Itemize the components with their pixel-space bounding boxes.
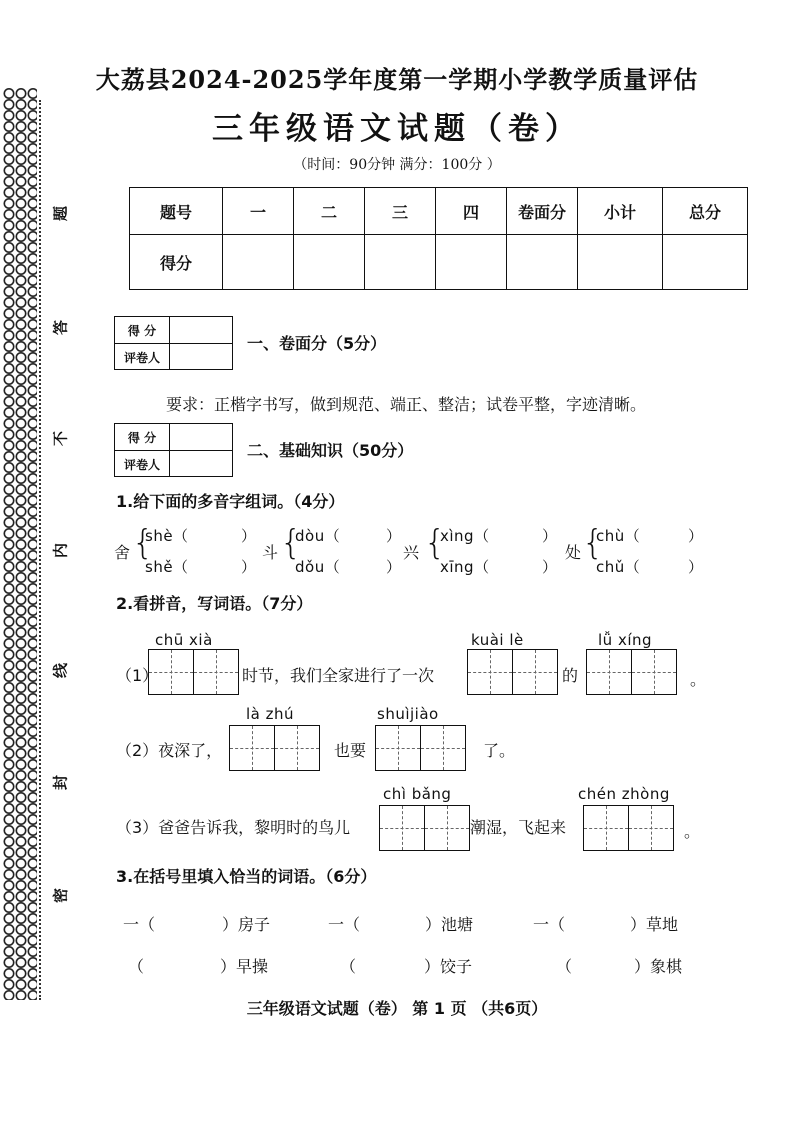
- writing-grid[interactable]: [583, 805, 674, 851]
- pinyin-hint: lǚ xíng: [598, 631, 653, 649]
- binding-dotted-line: [39, 100, 41, 1000]
- polyphone-reading: chǔ（: [596, 558, 641, 576]
- fill-paren-open: （: [128, 957, 145, 976]
- pinyin-hint: chū xià: [155, 631, 213, 649]
- score-header-cell: 四: [436, 188, 507, 235]
- margin-char: 线: [51, 663, 70, 679]
- sentence1-number: （1）: [116, 666, 159, 685]
- pinyin-hint: là zhú: [246, 705, 295, 723]
- brace-glyph: {: [424, 523, 446, 563]
- score-header-cell: 三: [365, 188, 436, 235]
- sentence1-text: 时节，我们全家进行了一次: [242, 666, 435, 685]
- sentence3-text: （3）爸爸告诉我，黎明时的鸟儿: [116, 818, 351, 837]
- grade-box-section2: [114, 423, 233, 477]
- section1-heading: 一、卷面分（5分）: [247, 334, 387, 353]
- section2-heading: 二、基础知识（50分）: [247, 441, 414, 460]
- writing-grid[interactable]: [379, 805, 470, 851]
- grade-grader-label: 评卷人: [115, 344, 170, 370]
- margin-char: 答: [51, 320, 70, 336]
- page-footer: 三年级语文试题（卷） 第 1 页 （共6页）: [246, 999, 548, 1018]
- margin-char: 内: [51, 543, 70, 559]
- exam-header-line: 大荔县2024-2025学年度第一学期小学教学质量评估: [95, 65, 699, 94]
- fill-paren-open: 一（: [533, 915, 566, 934]
- paren-close: ）: [241, 527, 257, 545]
- question3-title: 3.在括号里填入恰当的词语。（6分）: [116, 867, 377, 886]
- fill-word: ）草地: [630, 915, 679, 934]
- writing-grid[interactable]: [467, 649, 558, 695]
- paren-close: ）: [688, 527, 704, 545]
- polyphone-char: 舍: [114, 543, 131, 562]
- grade-grader-label: 评卷人: [115, 451, 170, 477]
- polyphone-reading: xīng（: [440, 558, 490, 576]
- grade-grader-blank[interactable]: [170, 451, 232, 477]
- pinyin-hint: kuài lè: [471, 631, 524, 649]
- sentence2-text: 也要: [334, 741, 367, 760]
- paren-close: ）: [386, 558, 402, 576]
- pinyin-hint: chì bǎng: [383, 785, 452, 803]
- grade-box-section1: [114, 316, 233, 370]
- paren-close: ）: [241, 558, 257, 576]
- writing-grid[interactable]: [375, 725, 466, 771]
- score-header-cell: 二: [294, 188, 365, 235]
- writing-grid[interactable]: [148, 649, 239, 695]
- grade-grader-blank[interactable]: [170, 344, 232, 370]
- polyphone-reading: chù（: [596, 527, 641, 545]
- margin-char: 封: [51, 775, 70, 791]
- writing-grid[interactable]: [229, 725, 320, 771]
- sentence2-end: 了。: [483, 741, 516, 760]
- paren-close: ）: [542, 527, 558, 545]
- score-blank-cell[interactable]: [578, 235, 663, 290]
- polyphone-reading: dǒu（: [295, 558, 341, 576]
- grade-score-blank[interactable]: [170, 317, 232, 343]
- score-header-cell: 卷面分: [507, 188, 578, 235]
- polyphone-reading: shè（: [145, 527, 189, 545]
- polyphone-char: 斗: [262, 543, 279, 562]
- brace-glyph: {: [582, 523, 604, 563]
- score-blank-cell[interactable]: [223, 235, 294, 290]
- brace-glyph: {: [280, 523, 302, 563]
- sentence1-text: 的: [562, 666, 579, 685]
- brace-glyph: {: [132, 523, 154, 563]
- paren-close: ）: [688, 558, 704, 576]
- pinyin-hint: shuìjiào: [377, 705, 439, 723]
- section1-requirement: 要求：正楷字书写，做到规范、端正、整洁；试卷平整，字迹清晰。: [166, 395, 647, 414]
- fill-word: ）池塘: [425, 915, 474, 934]
- fill-paren-open: （: [340, 957, 357, 976]
- grade-score-label: 得 分: [115, 424, 170, 450]
- score-header-cell: 小计: [578, 188, 663, 235]
- fill-word: ）早操: [220, 957, 269, 976]
- grade-score-blank[interactable]: [170, 424, 232, 450]
- paren-close: ）: [542, 558, 558, 576]
- exam-title: 三年级语文试题（卷）: [212, 111, 582, 147]
- score-blank-cell[interactable]: [294, 235, 365, 290]
- score-blank-cell[interactable]: [436, 235, 507, 290]
- fill-word: ）象棋: [634, 957, 683, 976]
- writing-grid[interactable]: [586, 649, 677, 695]
- score-row-label: 得分: [130, 235, 223, 290]
- score-blank-cell[interactable]: [663, 235, 748, 290]
- question1-title: 1.给下面的多音字组词。（4分）: [116, 492, 345, 511]
- question2-title: 2.看拼音，写词语。（7分）: [116, 594, 313, 613]
- polyphone-char: 兴: [403, 543, 420, 562]
- fill-paren-open: （: [556, 957, 573, 976]
- margin-char: 密: [51, 888, 70, 904]
- sentence3-end: 。: [684, 822, 701, 841]
- fill-word: ）房子: [222, 915, 271, 934]
- polyphone-reading: dòu（: [295, 527, 341, 545]
- sentence3-text: 潮湿，飞起来: [470, 818, 567, 837]
- margin-char: 不: [51, 431, 70, 447]
- score-blank-cell[interactable]: [507, 235, 578, 290]
- fill-paren-open: 一（: [123, 915, 156, 934]
- sentence2-text: （2）夜深了，: [116, 741, 223, 760]
- score-blank-cell[interactable]: [365, 235, 436, 290]
- polyphone-reading: shě（: [145, 558, 189, 576]
- margin-char: 题: [51, 206, 70, 222]
- sentence1-end: 。: [690, 670, 707, 689]
- paren-close: ）: [386, 527, 402, 545]
- pinyin-hint: chén zhòng: [578, 785, 670, 803]
- polyphone-char: 处: [565, 543, 582, 562]
- exam-time-score: （时间：90分钟 满分：100分 ）: [293, 157, 501, 173]
- fill-word: ）饺子: [424, 957, 473, 976]
- binding-margin-pattern: [3, 88, 37, 1000]
- score-header-cell: 一: [223, 188, 294, 235]
- polyphone-reading: xìng（: [440, 527, 490, 545]
- score-table: [129, 187, 748, 290]
- score-header-cell: 题号: [130, 188, 223, 235]
- grade-score-label: 得 分: [115, 317, 170, 343]
- score-header-cell: 总分: [663, 188, 748, 235]
- fill-paren-open: 一（: [328, 915, 361, 934]
